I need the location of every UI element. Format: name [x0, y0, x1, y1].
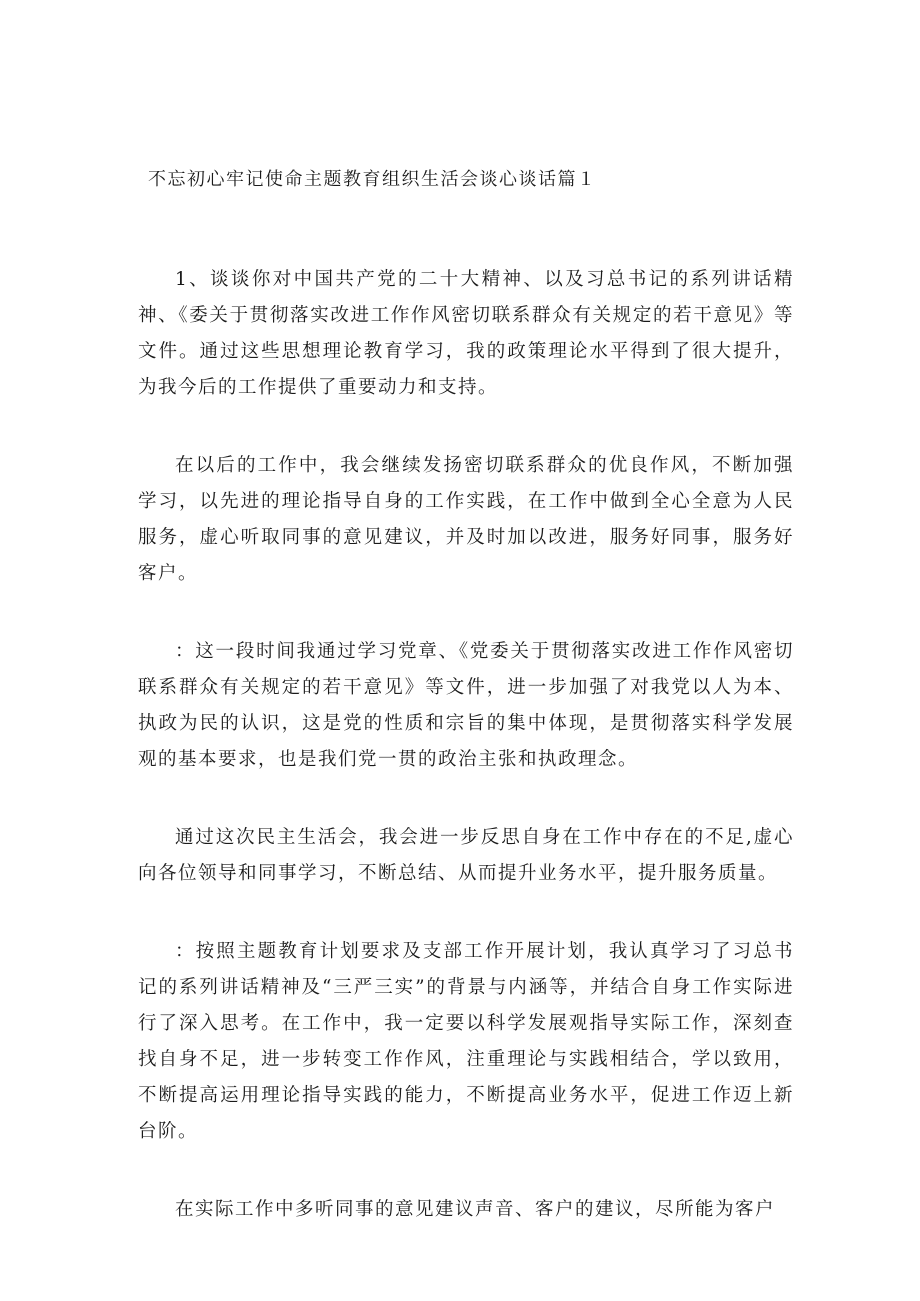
paragraph-2: 在以后的工作中，我会继续发扬密切联系群众的优良作风，不断加强学习，以先进的理论指导自身的工作实践，在工作中做到全心全意为人民服务，虚心听取同事的意见建议，并及时加以改进，服务好同事，服务好客户。 — [138, 455, 794, 584]
paragraph-3: ：这一段时间我通过学习党章、《党委关于贯彻落实改进工作作风密切联系群众有关规定的若干意见》等文件，进一步加强了对我党以人为本、执政为民的认识，这是党的性质和宗旨的集中体现，是贯彻落实科学发展观的基本要求，也是我们党一贯的政治主张和执政理念。 — [138, 641, 794, 770]
paragraph-6: 在实际工作中多听同事的意见建议声音、客户的建议，尽所能为客户 — [175, 1199, 776, 1220]
paragraph-1: 1、谈谈你对中国共产党的二十大精神、以及习总书记的系列讲话精神、《委关于贯彻落实改进工作作风密切联系群众有关规定的若干意见》等文件。通过这些思想理论教育学习，我的政策理论水平得到了很大提升，为我今后的工作提供了重要动力和支持。 — [138, 269, 794, 398]
document-body — [138, 262, 794, 1270]
document-title: 不忘初心牢记使命主题教育组织生活会谈心谈话篇１ — [148, 169, 597, 190]
paragraph-5: ：按照主题教育计划要求及支部工作开展计划，我认真学习了习总书记的系列讲话精神及“三严三实”的背景与内涵等，并结合自身工作实际进行了深入思考。在工作中，我一定要以科学发展观指导实际工作，深刻查找自身不足，进一步转变工作作风，注重理论与实践相结合，学以致用，不断提高运用理论指导实践的能力，不断提高业务水平，促进工作迈上新台阶。 — [138, 941, 794, 1142]
paragraph-4: 通过这次民主生活会，我会进一步反思自身在工作中存在的不足,虚心向各位领导和同事学习，不断总结、从而提升业务水平，提升服务质量。 — [138, 827, 794, 884]
